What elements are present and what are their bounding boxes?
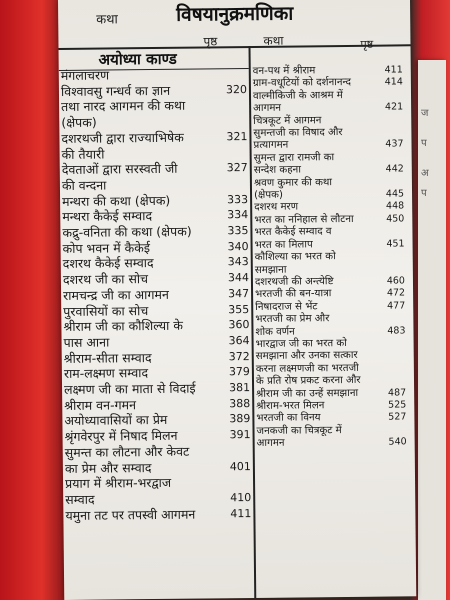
entry-title: दशरथजी द्वारा राज्याभिषेक xyxy=(61,129,184,146)
entry-title: विश्वावसु गन्धर्व का ज्ञान xyxy=(60,82,171,99)
entry-page-number: 448 xyxy=(385,200,405,213)
entry-page-number: 460 xyxy=(386,275,406,287)
entry-page-number: 477 xyxy=(387,300,406,312)
adjacent-page-glyph: प xyxy=(421,138,427,149)
entry-title: श्रीराम-भरत मिलन xyxy=(256,400,325,412)
entry-title: प्रत्यागमन xyxy=(253,140,289,152)
entry-page-number: 411 xyxy=(384,64,403,76)
entry-title: भारद्वाज जी का भरत को xyxy=(255,337,347,350)
entry-title: का प्रेम और सम्वाद xyxy=(64,459,152,476)
entry-title: मंगलाचरण xyxy=(60,67,110,83)
entry-page-number: 472 xyxy=(386,287,406,299)
entry-title: श्रृंगवेरपुर में निषाद मिलन xyxy=(64,427,178,445)
entry-title: यमुना तट पर तपस्वी आगमन xyxy=(65,506,196,523)
entry-page-number: 340 xyxy=(227,239,249,253)
entry-page-number: 410 xyxy=(230,490,252,505)
entry-page-number: 487 xyxy=(387,386,407,399)
entry-title: पास आना xyxy=(63,334,110,350)
kand-heading: अयोध्या काण्ड xyxy=(98,49,177,69)
entry-title: की वन्दना xyxy=(61,177,107,193)
left-prishth-heading: पृष्ठ xyxy=(203,34,218,49)
entry-title: सन्देश कहना xyxy=(253,164,301,177)
entry-title: (क्षेपक) xyxy=(61,114,97,131)
index-entry xyxy=(65,506,251,524)
entry-title: भरतजी का विनय xyxy=(256,412,321,425)
entry-title: चित्रकूट में आगमन xyxy=(253,114,322,127)
adjacent-page-glyph: ज xyxy=(421,108,429,119)
right-prishth-heading: पृष्ठ xyxy=(360,37,374,51)
entry-title: दशरथ कैकेई सम्वाद xyxy=(62,255,154,272)
entry-page-number: 381 xyxy=(229,381,251,395)
entry-title: करना लक्ष्मणजी का भरतजी xyxy=(255,362,359,375)
entry-page-number: 343 xyxy=(227,255,249,269)
entry-page-number: 379 xyxy=(228,365,250,379)
entry-title: भरत का ननिहाल से लौटना xyxy=(254,213,354,226)
entry-title: दशरथ मरण xyxy=(254,201,299,214)
entry-title: दशरथ जी का सोच xyxy=(62,271,149,288)
index-entry xyxy=(257,437,407,451)
entry-title: मन्थरा की कथा (क्षेपक) xyxy=(62,192,171,209)
entry-title: सम्वाद xyxy=(65,491,95,507)
adjacent-page-glyph: अ xyxy=(421,168,429,179)
entry-title: रामचन्द्र जी का आगमन xyxy=(63,286,169,303)
entry-page-number: 401 xyxy=(229,459,251,473)
entry-page-number: 364 xyxy=(228,333,250,348)
entry-page-number: 540 xyxy=(388,436,407,448)
entry-title: कौशिल्या का भरत को xyxy=(254,251,336,264)
entry-title: श्रीराम वन-गमन xyxy=(64,396,137,413)
entry-page-number: 483 xyxy=(387,324,406,337)
entry-title: देवताओं द्वारा सरस्वती जी xyxy=(61,160,178,178)
entry-title: के प्रति रोष प्रकट करना और xyxy=(255,375,361,388)
entry-page-number: 525 xyxy=(388,399,407,411)
left-katha-heading: कथा xyxy=(96,12,118,28)
entry-page-number: 391 xyxy=(229,428,251,442)
entry-title: मन्थरा कैकेई सम्वाद xyxy=(62,208,153,225)
entry-page-number: 334 xyxy=(227,208,249,222)
entry-page-number: 372 xyxy=(228,349,250,363)
entry-title: भरत कैकेई सम्वाद व xyxy=(254,226,332,239)
entry-title: सुमन्त द्वारा रामजी का xyxy=(253,151,335,164)
entry-title: भरतजी की बन-यात्रा xyxy=(255,288,332,301)
entry-page-number: 389 xyxy=(229,412,251,426)
entry-page-number: 388 xyxy=(229,396,251,410)
left-column xyxy=(61,66,252,523)
entry-title: प्रयाग में श्रीराम-भरद्वाज xyxy=(64,475,172,492)
entry-page-number: 414 xyxy=(384,76,403,88)
entry-page-number: 527 xyxy=(388,411,407,423)
entry-page-number: 360 xyxy=(228,318,250,332)
entry-page-number: 411 xyxy=(230,506,252,520)
adjacent-page xyxy=(418,60,446,600)
entry-page-number: 321 xyxy=(226,129,248,144)
entry-title: भरतजी का प्रेम और xyxy=(255,313,330,326)
entry-title: श्रवण कुमार की कथा xyxy=(253,176,333,189)
entry-title: आगमन xyxy=(253,102,282,115)
entry-page-number: 421 xyxy=(384,101,404,113)
entry-title: सुमन्त का लौटना और केवट xyxy=(64,443,190,460)
entry-title: की तैयारी xyxy=(61,146,105,162)
entry-page-number: 450 xyxy=(386,213,405,225)
entry-page-number: 327 xyxy=(226,161,248,175)
entry-title: जनकजी का चित्रकूट में xyxy=(256,424,342,437)
entry-title: श्रीराम-सीता सम्वाद xyxy=(63,349,152,366)
page-header xyxy=(58,0,411,50)
entry-title: आगमन xyxy=(256,437,285,450)
entry-page-number: 445 xyxy=(385,188,405,200)
entry-page-number: 335 xyxy=(227,224,249,238)
entry-title: राम-लक्ष्मण सम्वाद xyxy=(63,365,149,382)
entry-title: निषादराज से भेंट xyxy=(255,301,318,313)
adjacent-page-glyph: प xyxy=(421,188,427,199)
entry-page-number: 355 xyxy=(228,302,250,316)
entry-title: भरत का मिलाप xyxy=(254,239,313,251)
right-katha-heading: कथा xyxy=(263,33,284,48)
right-column xyxy=(253,64,407,450)
entry-page-number: 344 xyxy=(227,271,249,285)
entry-page-number: 442 xyxy=(385,163,404,175)
entry-page-number: 347 xyxy=(228,286,250,301)
entry-page-number: 333 xyxy=(227,192,249,206)
entry-page-number: 451 xyxy=(386,238,405,250)
entry-page-number: 320 xyxy=(225,82,248,96)
entry-title: समझाना xyxy=(254,264,287,276)
page-title: विषयानुक्रमणिका xyxy=(176,2,294,26)
index-page xyxy=(58,0,416,600)
entry-title: पुरवासियों का सोच xyxy=(63,302,149,319)
entry-title: तथा नारद आगमन की कथा xyxy=(61,98,186,115)
entry-title: अयोध्यावासियों का प्रेम xyxy=(64,412,168,429)
entry-title: दशरथजी की अन्त्येष्टि xyxy=(254,276,334,288)
entry-title: श्रीराम जी का उन्हें समझाना xyxy=(256,387,359,400)
entry-title: समझाना और उनका सत्कार xyxy=(255,350,358,363)
entry-title: वाल्मीकिजी के आश्रम में xyxy=(252,89,343,102)
entry-title: श्रीराम जी का कौशिल्या के xyxy=(63,317,184,335)
entry-title: कोप भवन में कैकेई xyxy=(62,239,151,256)
entry-title: ग्राम-वधूटियों को दर्शनानन्द xyxy=(252,77,352,90)
entry-title: लक्ष्मण जी का माता से विदाई xyxy=(64,380,196,398)
entry-title: शोक वर्णन xyxy=(255,326,295,338)
entry-title: सुमन्तजी का विषाद और xyxy=(253,127,343,139)
entry-title: कद्रु-वनिता की कथा (क्षेपक) xyxy=(62,223,192,240)
entry-title: (क्षेपक) xyxy=(254,189,283,202)
entry-title: वन-पथ में श्रीराम xyxy=(252,65,316,77)
entry-page-number: 437 xyxy=(385,138,404,151)
